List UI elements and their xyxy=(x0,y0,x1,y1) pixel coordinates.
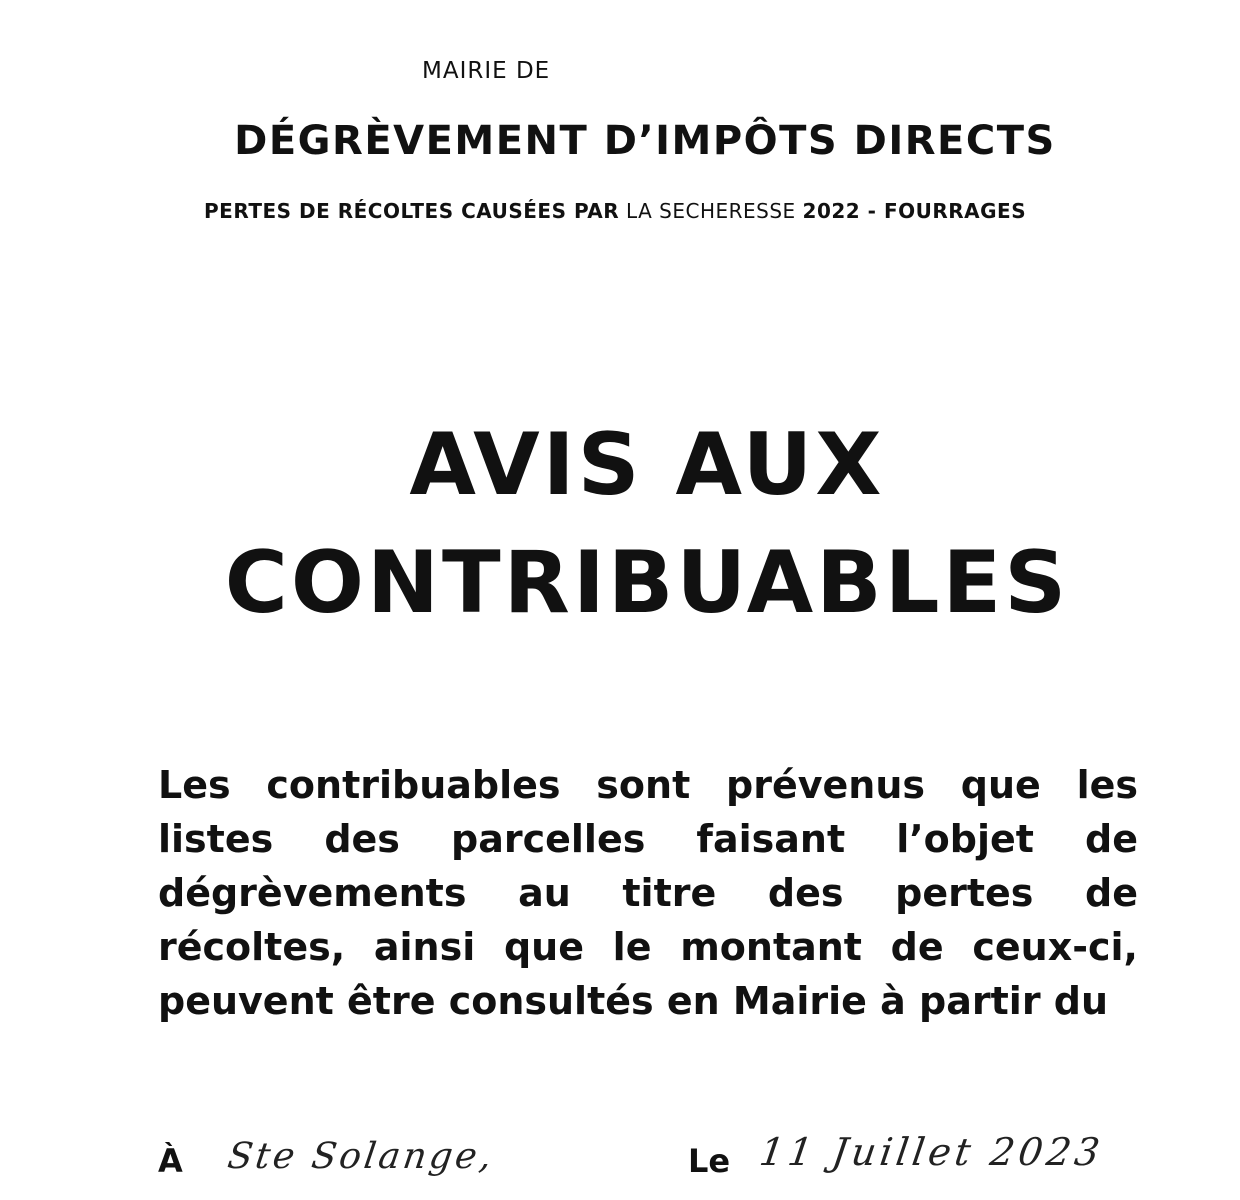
handwritten-date: 11 Juillet 2023 xyxy=(756,1130,1107,1174)
subtitle-part-2: LA SECHERESSE xyxy=(619,199,803,223)
mairie-label: MAIRIE DE xyxy=(422,58,551,84)
subtitle-part-3: 2022 - FOURRAGES xyxy=(802,199,1027,223)
notice-heading xyxy=(0,406,1240,642)
notice-body: Les contribuables sont prévenus que les listes des parcelles faisant l’objet de dégrèvements au titre des pertes de récoltes, ainsi que le montant de ceux-ci, peuvent être consultés en Mairie à partir du xyxy=(158,763,1138,1023)
subtitle-part-1: PERTES DE RÉCOLTES CAUSÉES PAR xyxy=(204,199,620,223)
document-subtitle xyxy=(204,199,1026,223)
date-label: Le xyxy=(688,1142,731,1180)
notice-heading-line-1: AVIS AUX xyxy=(409,415,885,515)
document-title: DÉGRÈVEMENT D’IMPÔTS DIRECTS xyxy=(234,118,1056,164)
notice-heading-line-2: CONTRIBUABLES xyxy=(224,533,1070,633)
place-label: À xyxy=(158,1142,183,1180)
handwritten-place: Ste Solange, xyxy=(225,1136,498,1177)
